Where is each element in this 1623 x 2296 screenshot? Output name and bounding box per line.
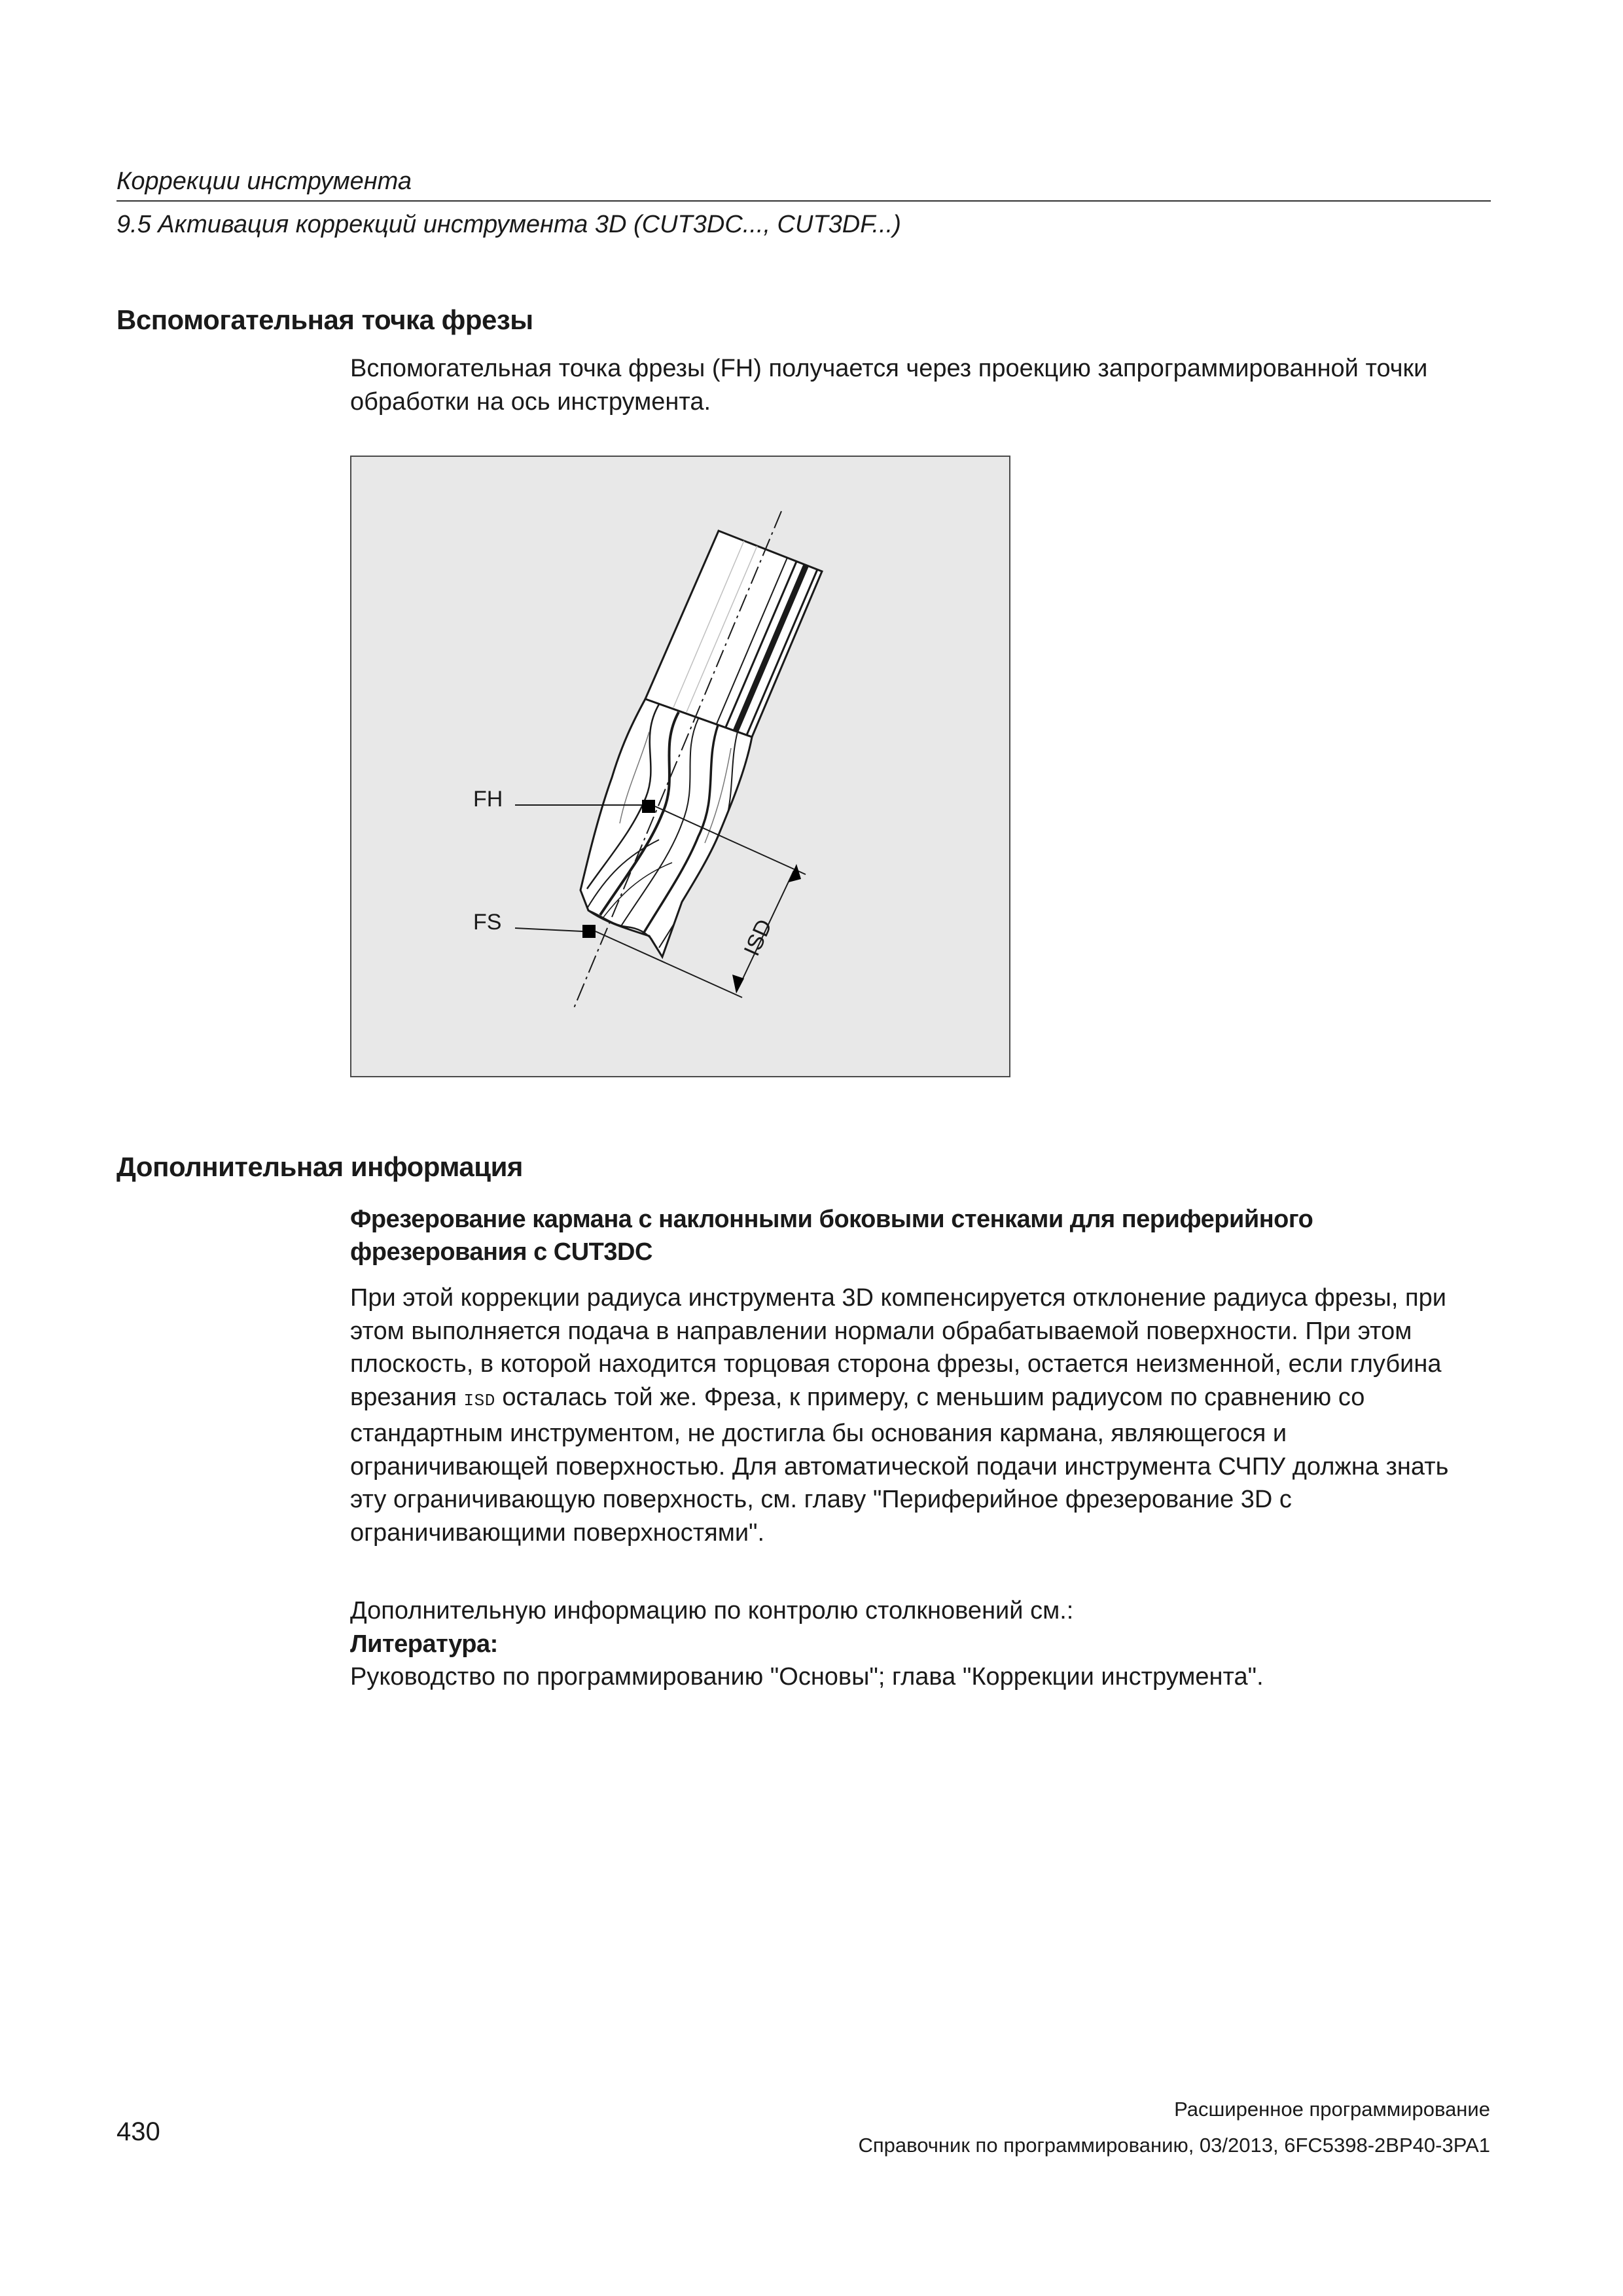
section-title-fh: Вспомогательная точка фрезы <box>116 304 533 335</box>
fs-point-marker <box>582 925 596 938</box>
tool-flutes <box>580 699 752 957</box>
tool-diagram-svg <box>351 457 1009 1076</box>
footer-book-title: Расширенное программирование <box>1174 2098 1490 2121</box>
info-paragraph-1 <box>350 1282 1489 1549</box>
fs-label: FS <box>473 910 502 935</box>
reference-label: Литература: <box>350 1630 498 1658</box>
info-p1-after: осталась той же. Фреза, к примеру, с меньшим радиусом по сравнению со стандартным инструментом, не достигла бы основания кармана, являющегося и ограничивающей поверхностью. Для автоматической подачи инструмента СЧПУ должна знать эту ограничивающую поверхность, см. главу "Периферийное фрезерование 3D с ограничивающими поверхностями". <box>350 1383 1449 1547</box>
info-p1-before: При этой коррекции радиуса инструмента 3D компенсируется отклонение радиуса фрезы, при этом выполняется подача в направлении нормали обрабатываемой поверхности. При этом плоскость, в которой находится торцовая сторона фрезы, остается неизменной, если глубина врезания <box>350 1284 1446 1411</box>
section-title-info: Дополнительная информация <box>116 1151 523 1182</box>
reference-text: Руководство по программированию "Основы"; глава "Коррекции инструмента". <box>350 1663 1264 1691</box>
fh-label: FH <box>473 787 503 812</box>
subsection-title-cut3dc: Фрезерование кармана с наклонными боковыми стенками для периферийного фрезерования с CUT3DC <box>350 1206 1313 1266</box>
info-paragraph-2-text: Дополнительную информацию по контролю столкновений см.: <box>350 1597 1074 1624</box>
fh-point-marker <box>642 800 655 813</box>
isd-arrow-bottom <box>732 975 744 994</box>
running-header-section: 9.5 Активация коррекций инструмента 3D (CUT3DC..., CUT3DF...) <box>116 211 901 238</box>
isd-label: ISD <box>739 916 777 960</box>
fh-paragraph <box>350 352 1489 418</box>
isd-code: ISD <box>463 1390 495 1410</box>
fh-paragraph-text: Вспомогательная точка фрезы (FH) получается через проекцию запрограммированной точки обработки на ось инструмента. <box>350 355 1428 416</box>
fs-leader-line <box>515 928 582 931</box>
page-number: 430 <box>116 2117 160 2146</box>
tool-diagram <box>350 456 1010 1077</box>
header-divider <box>116 200 1491 202</box>
isd-arrow-top <box>789 864 801 882</box>
info-paragraph-2 <box>350 1594 1489 1694</box>
footer-manual-info: Справочник по программированию, 03/2013, 6FC5398-2BP40-3PA1 <box>858 2134 1490 2157</box>
running-header-chapter: Коррекции инструмента <box>116 168 412 195</box>
info-paragraph-1-text <box>350 1282 1489 1549</box>
